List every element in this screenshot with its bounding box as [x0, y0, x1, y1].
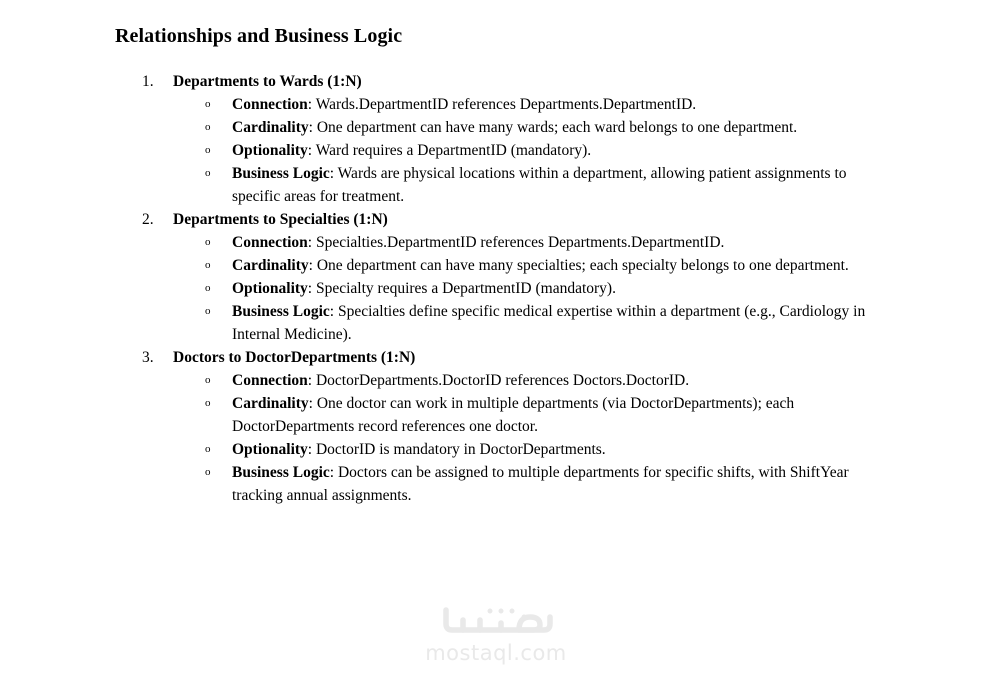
section-heading: Departments to Wards (1:N) [173, 73, 362, 90]
list-item [0, 369, 992, 392]
list-item [0, 392, 992, 438]
detail-separator: : [329, 165, 338, 182]
bullet-circle-icon: o [205, 282, 211, 294]
detail-separator: : [308, 119, 317, 136]
list-item [0, 162, 992, 208]
detail-term: Cardinality [232, 257, 309, 274]
detail-term: Cardinality [232, 119, 309, 136]
detail-text: One department can have many wards; each ward belongs to one department. [316, 119, 798, 136]
section-heading: Departments to Specialties (1:N) [173, 211, 388, 228]
list-item [0, 139, 992, 162]
detail-separator: : [329, 303, 338, 320]
detail-text: One department can have many specialties; each specialty belongs to one department. [316, 257, 849, 274]
detail-term: Business Logic [232, 464, 330, 481]
detail-separator: : [307, 142, 316, 159]
bullet-circle-icon: o [205, 144, 211, 156]
bullet-circle-icon: o [205, 466, 211, 478]
bullet-circle-icon: o [205, 236, 211, 248]
bullet-circle-icon: o [205, 443, 211, 455]
detail-separator: : [307, 96, 316, 113]
detail-text: Ward requires a DepartmentID (mandatory). [315, 142, 592, 159]
section-number: 3. [142, 349, 154, 366]
list-item [0, 254, 992, 277]
detail-separator: : [307, 234, 316, 251]
section-heading: Doctors to DoctorDepartments (1:N) [173, 349, 416, 366]
detail-term: Connection [232, 372, 308, 389]
document-body [0, 70, 992, 507]
list-item [0, 300, 992, 346]
bullet-circle-icon: o [205, 397, 211, 409]
section-number: 2. [142, 211, 154, 228]
bullet-circle-icon: o [205, 305, 211, 317]
relationship-section [0, 70, 992, 208]
page-title: Relationships and Business Logic [115, 25, 403, 47]
detail-text: Specialty requires a DepartmentID (mandatory). [315, 280, 616, 297]
bullet-circle-icon: o [205, 98, 211, 110]
detail-text: Wards.DepartmentID references Departments.DepartmentID. [315, 96, 697, 113]
section-detail-list [0, 93, 992, 208]
detail-term: Cardinality [232, 395, 309, 412]
detail-text: Specialties define specific medical expertise within a department (e.g., Cardiology in Internal Medicine). [232, 303, 866, 343]
detail-separator: : [308, 257, 317, 274]
detail-term: Optionality [232, 280, 308, 297]
mostaql-logo-icon [426, 600, 566, 640]
watermark [0, 600, 992, 665]
detail-text: DoctorID is mandatory in DoctorDepartments. [315, 441, 606, 458]
detail-term: Optionality [232, 142, 308, 159]
bullet-circle-icon: o [205, 259, 211, 271]
detail-text: Doctors can be assigned to multiple departments for specific shifts, with ShiftYear tracking annual assignments. [232, 464, 849, 504]
detail-text: One doctor can work in multiple departments (via DoctorDepartments); each DoctorDepartments record references one doctor. [232, 395, 795, 435]
detail-text: DoctorDepartments.DoctorID references Doctors.DoctorID. [315, 372, 690, 389]
detail-text: Wards are physical locations within a department, allowing patient assignments to specific areas for treatment. [232, 165, 847, 205]
list-item [0, 93, 992, 116]
list-item [0, 231, 992, 254]
relationship-section [0, 208, 992, 346]
section-detail-list [0, 369, 992, 507]
detail-term: Connection [232, 234, 308, 251]
watermark-domain-text: mostaql.com [425, 641, 567, 665]
section-detail-list [0, 231, 992, 346]
bullet-circle-icon: o [205, 121, 211, 133]
detail-term: Business Logic [232, 303, 330, 320]
section-number: 1. [142, 73, 154, 90]
list-item [0, 277, 992, 300]
list-item [0, 461, 992, 507]
detail-separator: : [307, 372, 316, 389]
list-item [0, 438, 992, 461]
bullet-circle-icon: o [205, 374, 211, 386]
relationship-section [0, 346, 992, 507]
detail-separator: : [329, 464, 338, 481]
relationships-list [0, 70, 992, 507]
bullet-circle-icon: o [205, 167, 211, 179]
detail-term: Business Logic [232, 165, 330, 182]
detail-text: Specialties.DepartmentID references Departments.DepartmentID. [315, 234, 725, 251]
detail-separator: : [308, 395, 317, 412]
detail-separator: : [307, 441, 316, 458]
detail-term: Connection [232, 96, 308, 113]
detail-term: Optionality [232, 441, 308, 458]
list-item [0, 116, 992, 139]
detail-separator: : [307, 280, 316, 297]
